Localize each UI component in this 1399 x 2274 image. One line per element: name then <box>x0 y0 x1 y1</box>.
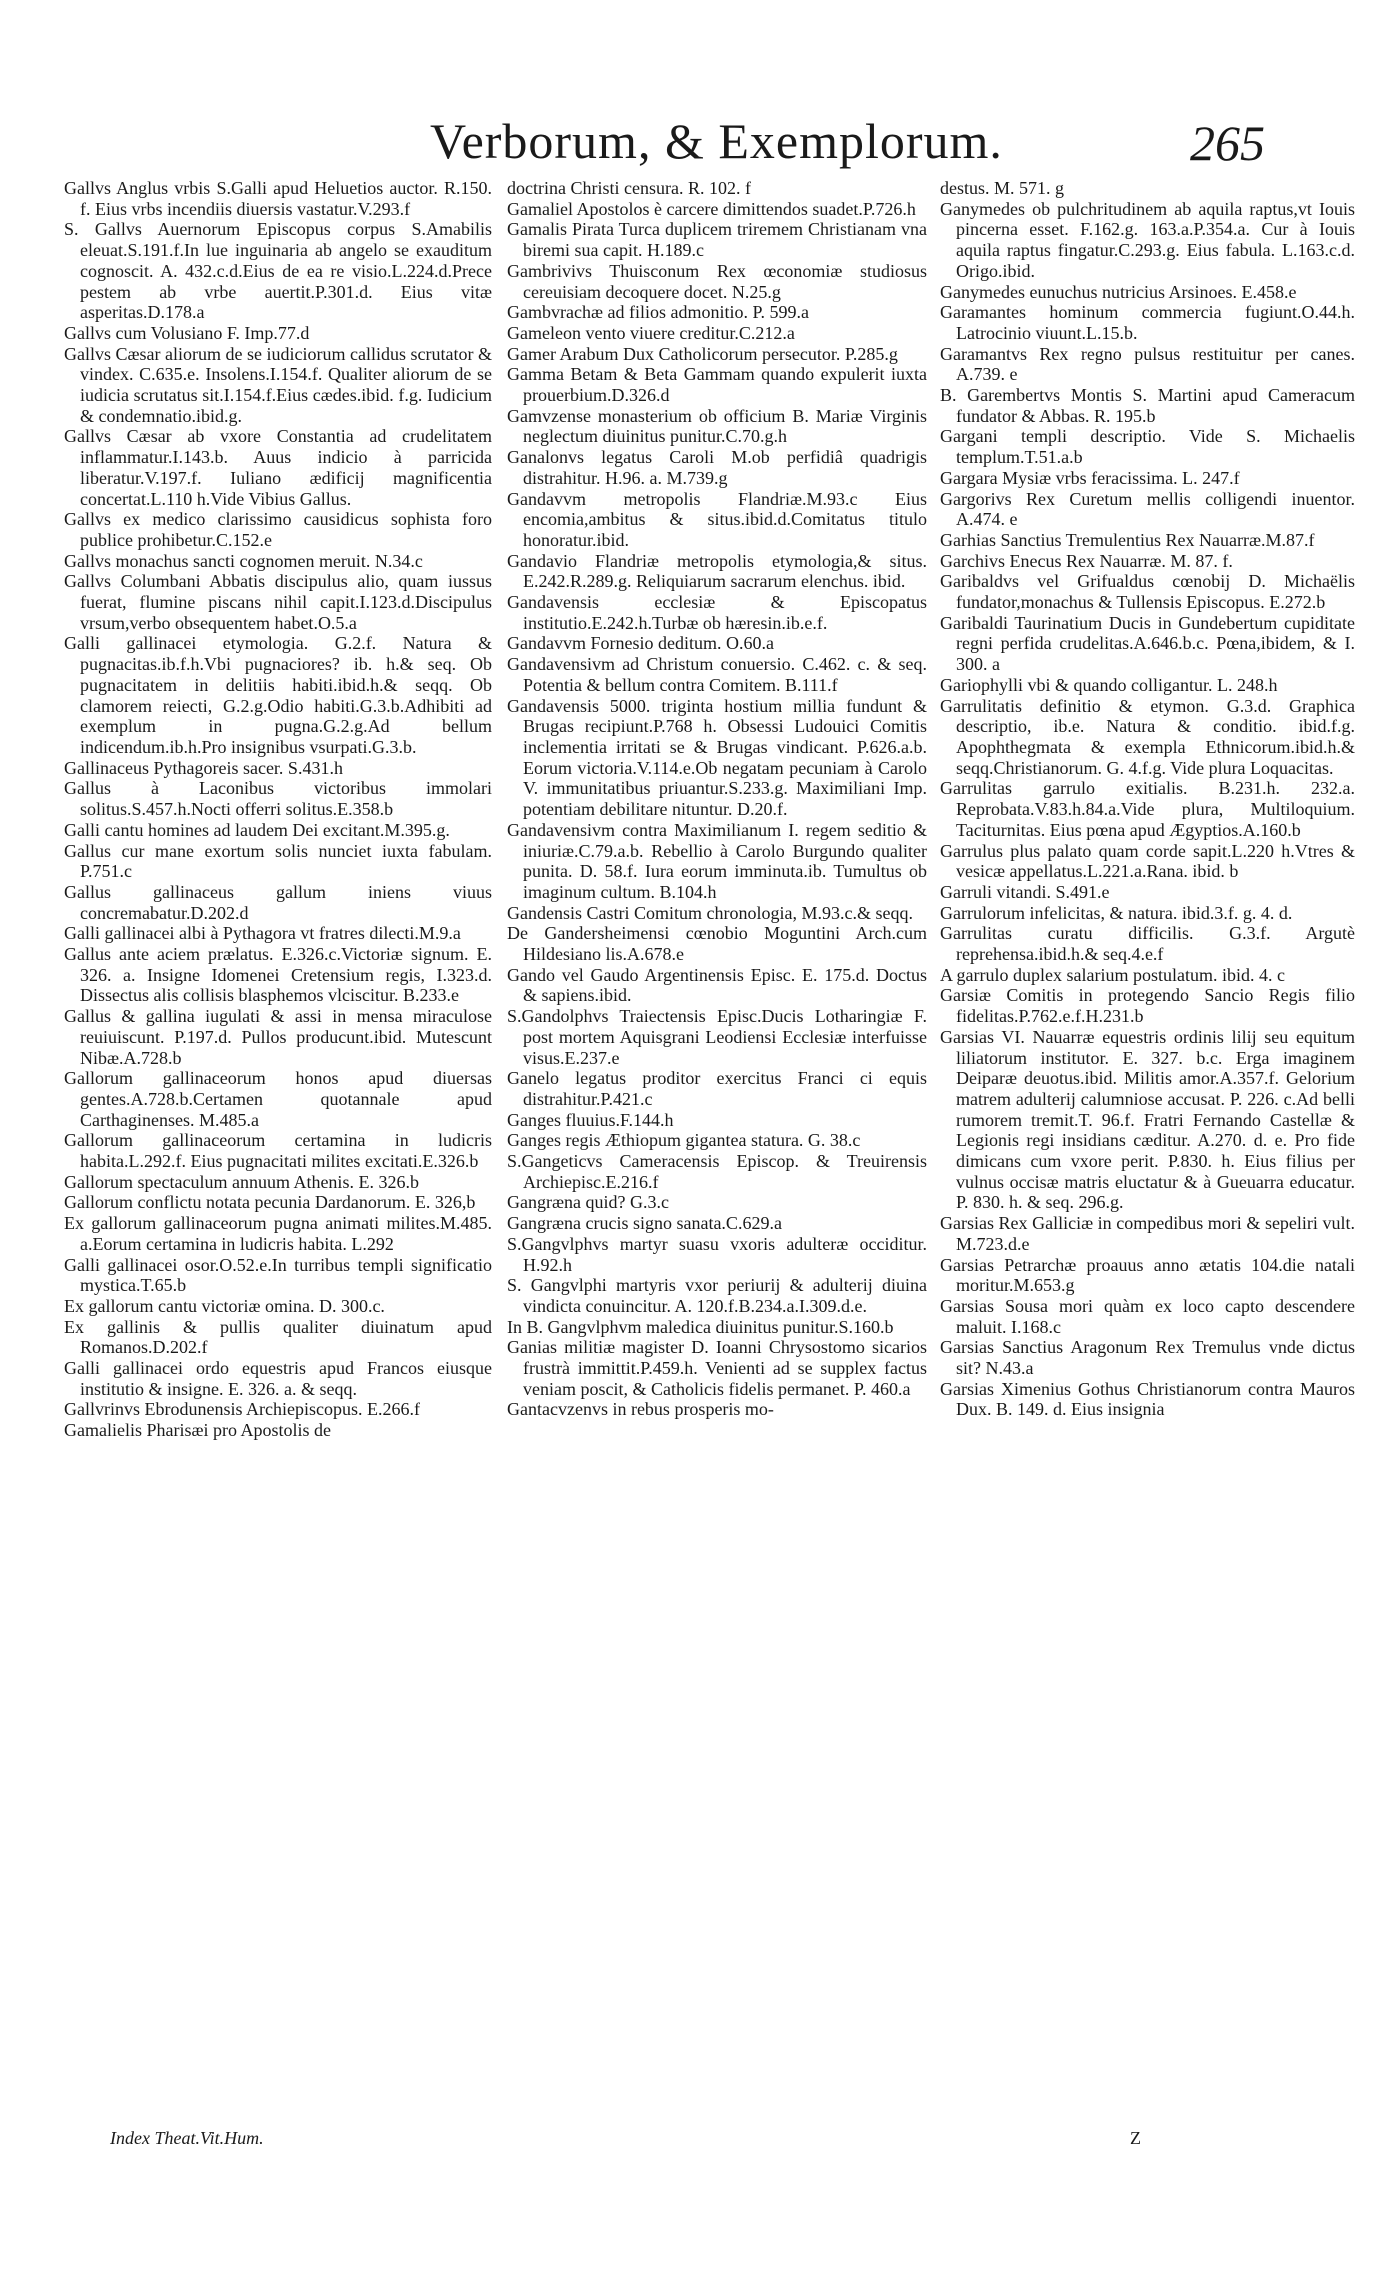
index-entry: Gamvzense monasterium ob officium B. Mariæ Virginis neglectum diuinitus punitur.C.70.g.h <box>507 405 927 447</box>
index-entry: Gargara Mysiæ vrbs feracissima. L. 247.f <box>940 467 1240 488</box>
index-entry: Galli gallinacei osor.O.52.e.In turribus templi significatio mystica.T.65.b <box>64 1254 492 1296</box>
index-entry: Gallus à Laconibus victoribus immolari solitus.S.457.h.Nocti offerri solitus.E.358.b <box>64 778 492 820</box>
index-entry: Gandavvm Fornesio deditum. O.60.a <box>507 633 774 654</box>
index-entry: S. Gallvs Auernorum Episcopus corpus S.Amabilis eleuat.S.191.f.In lue inguinaria ab angelo se exauditum cognoscit. A. 432.c.d.Eius de ea re visio.L.224.d.Prece pestem ab vrbe auertit.P.301.d. Eius vitæ asperitas.D.178.a <box>64 219 492 323</box>
index-entry: Galli gallinacei ordo equestris apud Francos eiusque institutio & insigne. E. 326. a. & seqq. <box>64 1358 492 1399</box>
index-entry: Gallinaceus Pythagoreis sacer. S.431.h <box>64 757 343 778</box>
index-entry: Gambrivivs Thuisconum Rex œconomiæ studiosus cereuisiam decoquere docet. N.25.g <box>507 260 927 302</box>
index-entry: Gallvs monachus sancti cognomen meruit. N.34.c <box>64 550 423 571</box>
index-entry: Garsias Rex Galliciæ in compedibus mori & sepeliri vult. M.723.d.e <box>940 1213 1355 1254</box>
index-entry: S.Gangeticvs Cameracensis Episcop. & Treuirensis Archiepisc.E.216.f <box>507 1151 927 1192</box>
index-entry: A garrulo duplex salarium postulatum. ibid. 4. c <box>940 964 1285 985</box>
index-entry: Gariophylli vbi & quando colligantur. L. 248.h <box>940 674 1278 695</box>
index-entry: De Gandersheimensi cœnobio Moguntini Arch.cum Hildesiano lis.A.678.e <box>507 923 927 965</box>
index-entry: Gameleon vento viuere creditur.C.212.a <box>507 322 795 343</box>
index-entry: Garrulitas garrulo exitialis. B.231.h. 232.a. Reprobata.V.83.h.84.a.Vide plura, Multiloquium. Taciturnitas. Eius pœna apud Ægyptios.A.160.b <box>940 778 1355 840</box>
footer-catchword-index: Index Theat.Vit.Hum. <box>110 2128 264 2148</box>
index-entry: Gallvs Anglus vrbis S.Galli apud Heluetios auctor. R.150. f. Eius vrbs incendiis diuersis vastatur.V.293.f <box>64 178 492 219</box>
index-entry: destus. M. 571. g <box>940 178 1065 198</box>
index-entry: Galli cantu homines ad laudem Dei excitant.M.395.g. <box>64 819 450 840</box>
index-entry: Gantacvzenvs in rebus prosperis mo- <box>507 1399 774 1420</box>
page-header <box>0 112 1399 182</box>
index-entry: Garsias Ximenius Gothus Christianorum contra Mauros Dux. B. 149. d. Eius insignia <box>940 1378 1355 1420</box>
index-entry: Garruli vitandi. S.491.e <box>940 881 1110 902</box>
index-entry: Gandensis Castri Comitum chronologia, M.93.c.& seqq. <box>507 902 913 923</box>
index-entry: Ganymedes ob pulchritudinem ab aquila raptus,vt Iouis pincerna esset. F.162.g. 163.a.P.354.a. Cur à Iouis aquila raptus fingatur.C.293.g. Eius fabula. L.163.c.d. Origo.ibid. <box>940 198 1355 281</box>
index-entry: Garrulus plus palato quam corde sapit.L.220 h.Vtres & vesicæ appellatus.L.221.a.Rana. ibid. b <box>940 840 1355 882</box>
index-entry: Gandavensivm ad Christum conuersio. C.462. c. & seq. Potentia & bellum contra Comitem. B.111.f <box>507 654 927 695</box>
index-entry: S. Gangvlphi martyris vxor periurij & adulterij diuina vindicta conuincitur. A. 120.f.B.234.a.I.309.d.e. <box>507 1275 927 1316</box>
index-entry: Garamantvs Rex regno pulsus restituitur per canes. A.739. e <box>940 343 1355 385</box>
index-entry: In B. Gangvlphvm maledica diuinitus punitur.S.160.b <box>507 1316 894 1337</box>
index-entry: Gandavensis 5000. triginta hostium millia fundunt & Brugas recipiunt.P.768 h. Obsessi Ludouici Comitis inclementia irritati se & Brugas vindicant. P.626.a.b. Eorum victoria.V.114.e.Ob negatam pecuniam à Carolo V. immunitatibus priuantur.S.233.g. Maximiliani Imp. potentiam debilitare nituntur. D.20.f. <box>507 695 927 820</box>
index-entry: Gallus cur mane exortum solis nunciet iuxta fabulam. P.751.c <box>64 840 492 882</box>
index-entry: Garrulitas curatu difficilis. G.3.f. Argutè reprehensa.ibid.h.& seq.4.e.f <box>940 923 1355 965</box>
page-number: 265 <box>1190 115 1265 171</box>
index-entry: Garsias Petrarchæ proauus anno ætatis 104.die natali moritur.M.653.g <box>940 1254 1355 1296</box>
index-entry: Gargorivs Rex Curetum mellis colligendi inuentor. A.474. e <box>940 488 1355 530</box>
index-entry: Garsias Sanctius Aragonum Rex Tremulus vnde dictus sit? N.43.a <box>940 1337 1355 1379</box>
index-entry: Ex gallorum cantu victoriæ omina. D. 300.c. <box>64 1295 385 1316</box>
index-entry: Gamalielis Pharisæi pro Apostolis de <box>64 1420 331 1441</box>
index-entry: Gando vel Gaudo Argentinensis Episc. E. 175.d. Doctus & sapiens.ibid. <box>507 964 927 1006</box>
index-column-middle <box>507 178 927 1420</box>
index-column-right <box>940 178 1355 1420</box>
index-entry: Garibaldi Taurinatium Ducis in Gundebertum cupiditate regni perfida crudelitas.A.646.b.c. Pœna,ibidem, & I. 300. a <box>940 612 1355 675</box>
index-entry: Ganges fluuius.F.144.h <box>507 1109 674 1130</box>
index-entry: Garibaldvs vel Grifualdus cœnobij D. Michaëlis fundator,monachus & Tullensis Episcopus. E.272.b <box>940 571 1355 613</box>
index-entry: Gamer Arabum Dux Catholicorum persecutor. P.285.g <box>507 343 898 364</box>
index-entry: Gallvrinvs Ebrodunensis Archiepiscopus. E.266.f <box>64 1399 420 1420</box>
index-entry: Garrulitatis definitio & etymon. G.3.d. Graphica descriptio, ib.e. Natura & conditio. ibid.f.g. Apophthegmata & exempla Ethnicorum.ibid.h.& seqq.Christianorum. G. 4.f.g. Vide plura Loquacitas. <box>940 695 1355 778</box>
footer-signature-mark: Z <box>1130 2128 1141 2148</box>
index-entry: Gallorum gallinaceorum honos apud diuersas gentes.A.728.b.Certamen quotannale apud Carthaginenses. M.485.a <box>64 1068 492 1130</box>
index-entry: Garsiæ Comitis in protegendo Sancio Regis filio fidelitas.P.762.e.f.H.231.b <box>940 985 1355 1027</box>
index-entry: Gallorum gallinaceorum certamina in ludicris habita.L.292.f. Eius pugnacitati milites excitati.E.326.b <box>64 1130 492 1172</box>
index-entry: Ganelo legatus proditor exercitus Franci ci equis distrahitur.P.421.c <box>507 1068 927 1109</box>
index-entry: Gallvs cum Volusiano F. Imp.77.d <box>64 322 310 343</box>
index-entry: Gallorum conflictu notata pecunia Dardanorum. E. 326,b <box>64 1192 476 1213</box>
index-entry: Garrulorum infelicitas, & natura. ibid.3.f. g. 4. d. <box>940 902 1293 923</box>
index-entry: Garamantes hominum commercia fugiunt.O.44.h. Latrocinio viuunt.L.15.b. <box>940 302 1355 343</box>
index-entry: Gallus & gallina iugulati & assi in mensa miraculose reuiuiscunt. P.197.d. Pullos producunt.ibid. Mutescunt Nibæ.A.728.b <box>64 1006 492 1068</box>
index-entry: Gandavensivm contra Maximilianum I. regem seditio & iniuriæ.C.79.a.b. Rebellio à Carolo Burgundo qualiter punita. D. 58.f. Iura eorum imminuta.ib. Tumultus ob imaginum cultum. B.104.h <box>507 819 927 902</box>
index-entry: Gallorum spectaculum annuum Athenis. E. 326.b <box>64 1171 419 1192</box>
index-entry: Gandavio Flandriæ metropolis etymologia,& situs. E.242.R.289.g. Reliquiarum sacrarum elenchus. ibid. <box>507 550 927 592</box>
index-entry: Gamaliel Apostolos è carcere dimittendos suadet.P.726.h <box>507 198 916 219</box>
page-title: Verborum, & Exemplorum. <box>430 113 1003 169</box>
index-entry: Gallvs ex medico clarissimo causidicus sophista foro publice prohibetur.C.152.e <box>64 509 492 550</box>
index-entry: B. Garembertvs Montis S. Martini apud Cameracum fundator & Abbas. R. 195.b <box>940 385 1355 426</box>
index-entry: S.Gangvlphvs martyr suasu vxoris adulteræ occiditur. H.92.h <box>507 1233 927 1275</box>
index-entry: Galli gallinacei albi à Pythagora vt fratres dilecti.M.9.a <box>64 923 461 944</box>
index-entry: Ex gallinis & pullis qualiter diuinatum apud Romanos.D.202.f <box>64 1316 492 1358</box>
index-entry: Gangræna crucis signo sanata.C.629.a <box>507 1213 782 1234</box>
index-entry: Garchivs Enecus Rex Nauarræ. M. 87. f. <box>940 550 1233 571</box>
index-entry: Gamalis Pirata Turca duplicem triremem Christianam vna biremi sua capit. H.189.c <box>507 219 927 261</box>
index-entry: Gallus ante aciem prælatus. E.326.c.Victoriæ signum. E. 326. a. Insigne Idomenei Cretensium regis, I.323.d. Dissectus alis collisis blasphemos vlciscitur. B.233.e <box>64 944 492 1006</box>
index-entry: Gamma Betam & Beta Gammam quando expulerit iuxta prouerbium.D.326.d <box>507 364 927 406</box>
index-entry: Gallvs Columbani Abbatis discipulus alio, quam iussus fuerat, flumine piscans nihil capit.I.123.d.Discipulus vrsum,verbo obsequentem habet.O.5.a <box>64 571 492 633</box>
index-entry: Gambvrachæ ad filios admonitio. P. 599.a <box>507 302 809 323</box>
index-entry: Gallus gallinaceus gallum iniens viuus concremabatur.D.202.d <box>64 881 492 923</box>
index-entry: Gangræna quid? G.3.c <box>507 1192 669 1213</box>
index-entry: Ganias militiæ magister D. Ioanni Chrysostomo sicarios frustrà immittit.P.459.h. Venienti ad se supplex factus veniam poscit, & Catholicis fidelis permanet. P. 460.a <box>507 1337 927 1399</box>
index-entry: Garhias Sanctius Tremulentius Rex Nauarræ.M.87.f <box>940 529 1315 550</box>
index-entry: S.Gandolphvs Traiectensis Episc.Ducis Lotharingiæ F. post mortem Aquisgrani Leodiensi Ecclesiæ interfuisse visus.E.237.e <box>507 1006 927 1068</box>
index-column-left <box>64 178 492 1441</box>
index-entry: Ganalonvs legatus Caroli M.ob perfidiâ quadrigis distrahitur. H.96. a. M.739.g <box>507 447 927 488</box>
index-entry: Ganges regis Æthiopum gigantea statura. G. 38.c <box>507 1130 861 1151</box>
index-entry: Garsias VI. Nauarræ equestris ordinis lilij seu equitum liliatorum institutor. E. 327. b.c. Erga imaginem Deiparæ deuotus.ibid. Militis amor.A.357.f. Gelorium matrem adulterij calumniose accusat. P. 226. c.Ad belli rumorem tremit.T. 96.f. Fratri Fernando Castellæ & Legionis regi insidians cæditur. A.270. d. e. Pro fide dimicans cum vxore perit. P.830. h. Eius filius per vulnus occisæ matris eluctatur & à Gueuarra educatur. P. 830. h. & seq. 296.g. <box>940 1026 1355 1213</box>
index-entry: Ganymedes eunuchus nutricius Arsinoes. E.458.e <box>940 281 1297 302</box>
index-entry: Gallvs Cæsar ab vxore Constantia ad crudelitatem inflammatur.I.143.b. Auus indicio à parricida liberatur.V.197.f. Iuliano ædificij magnificentia concertat.L.110 h.Vide Vibius Gallus. <box>64 426 492 509</box>
index-entry: Galli gallinacei etymologia. G.2.f. Natura & pugnacitas.ib.f.h.Vbi pugnaciores? ib. h.& seq. Ob pugnacitatem in delitiis habiti.ibid.h.& seqq. Ob clamorem reiecti, G.2.g.Odio habiti.G.3.b.Adhibiti ad exemplum in pugna.G.2.g.Ad bellum indicendum.ib.h.Pro insignibus vsurpati.G.3.b. <box>64 633 492 757</box>
index-entry: Gargani templi descriptio. Vide S. Michaelis templum.T.51.a.b <box>940 426 1355 468</box>
index-entry: Gandavensis ecclesiæ & Episcopatus institutio.E.242.h.Turbæ ob hæresin.ib.e.f. <box>507 592 927 633</box>
index-entry: Gallvs Cæsar aliorum de se iudiciorum callidus scrutator & vindex. C.635.e. Insolens.I.154.f. Qualiter aliorum de se iudicia scrutatus sit.I.154.f.Eius cædes.ibid. f.g. Iudicium & condemnatio.ibid.g. <box>64 343 492 426</box>
index-entry: Gandavvm metropolis Flandriæ.M.93.c Eius encomia,ambitus & situs.ibid.d.Comitatus titulo honoratur.ibid. <box>507 488 927 550</box>
index-entry: Garsias Sousa mori quàm ex loco capto descendere maluit. I.168.c <box>940 1295 1355 1337</box>
index-entry: doctrina Christi censura. R. 102. f <box>507 178 751 198</box>
index-entry: Ex gallorum gallinaceorum pugna animati milites.M.485. a.Eorum certamina in ludicris habita. L.292 <box>64 1213 492 1254</box>
